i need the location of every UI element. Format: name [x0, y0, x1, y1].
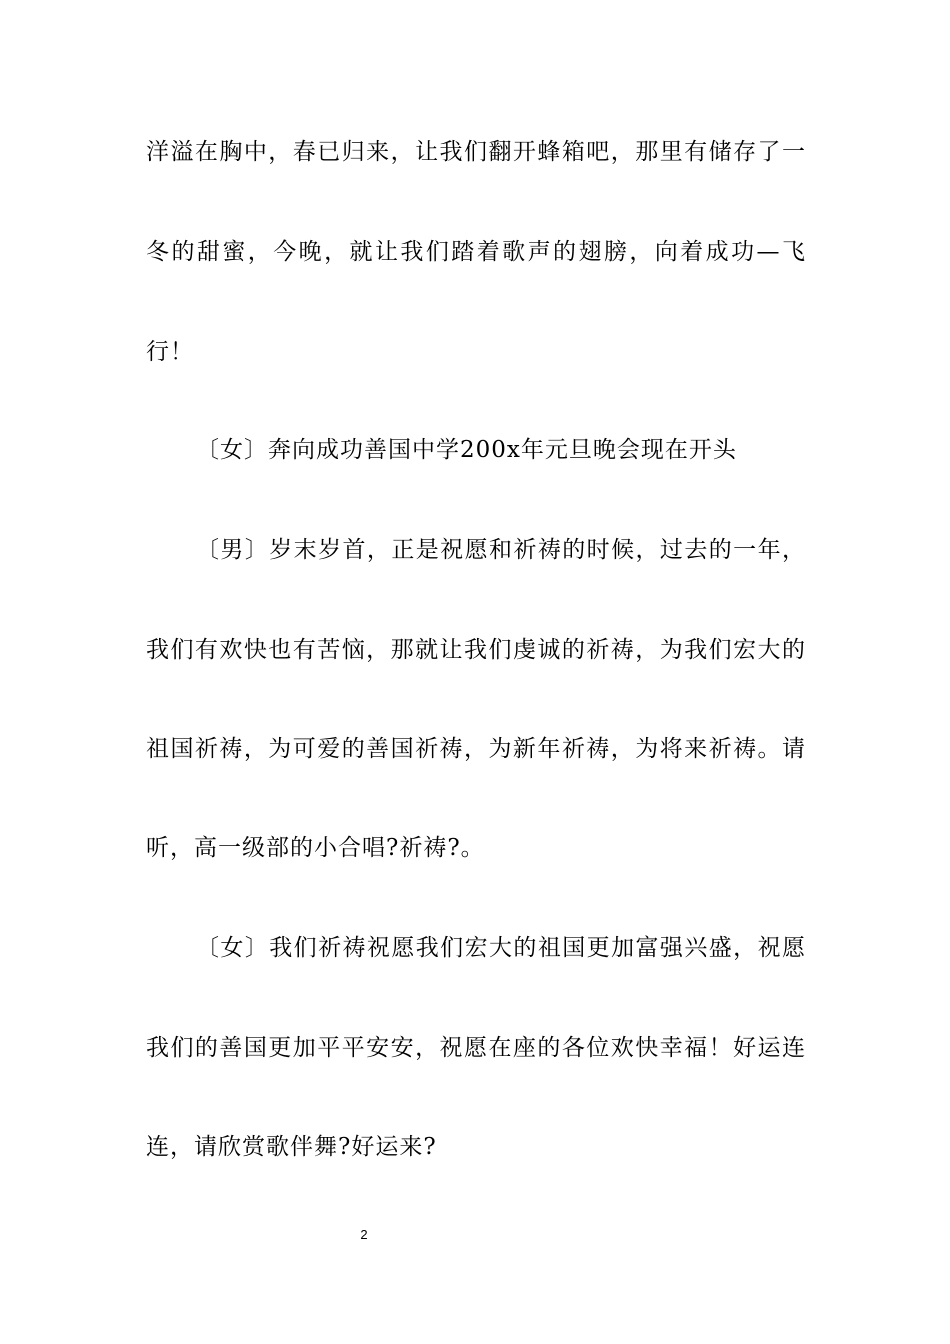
text-line-5: 〔男〕岁末岁首，正是祝愿和祈祷的时候，过去的一年， [196, 537, 806, 563]
text-line-4: 〔女〕奔向成功善国中学200x年元旦晚会现在开头 [196, 437, 737, 463]
text-line-6: 我们有欢快也有苦恼，那就让我们虔诚的祈祷，为我们宏大的 [146, 637, 806, 663]
text-line-10: 我们的善国更加平平安安，祝愿在座的各位欢快幸福！好运连 [146, 1035, 806, 1061]
text-line-1: 洋溢在胸中，春已归来，让我们翻开蜂箱吧，那里有储存了一 [146, 139, 806, 165]
page-number: 2 [360, 1227, 368, 1242]
text-line-7: 祖国祈祷，为可爱的善国祈祷，为新年祈祷，为将来祈祷。请 [146, 736, 806, 762]
text-line-2: 冬的甜蜜，今晚，就让我们踏着歌声的翅膀，向着成功—飞 [146, 239, 806, 265]
text-line-11: 连，请欣赏歌伴舞?好运来? [146, 1134, 437, 1160]
text-line-8: 听，高一级部的小合唱?祈祷?。 [146, 835, 485, 861]
text-line-9: 〔女〕我们祈祷祝愿我们宏大的祖国更加富强兴盛，祝愿 [196, 935, 806, 961]
text-line-3: 行！ [146, 339, 194, 365]
